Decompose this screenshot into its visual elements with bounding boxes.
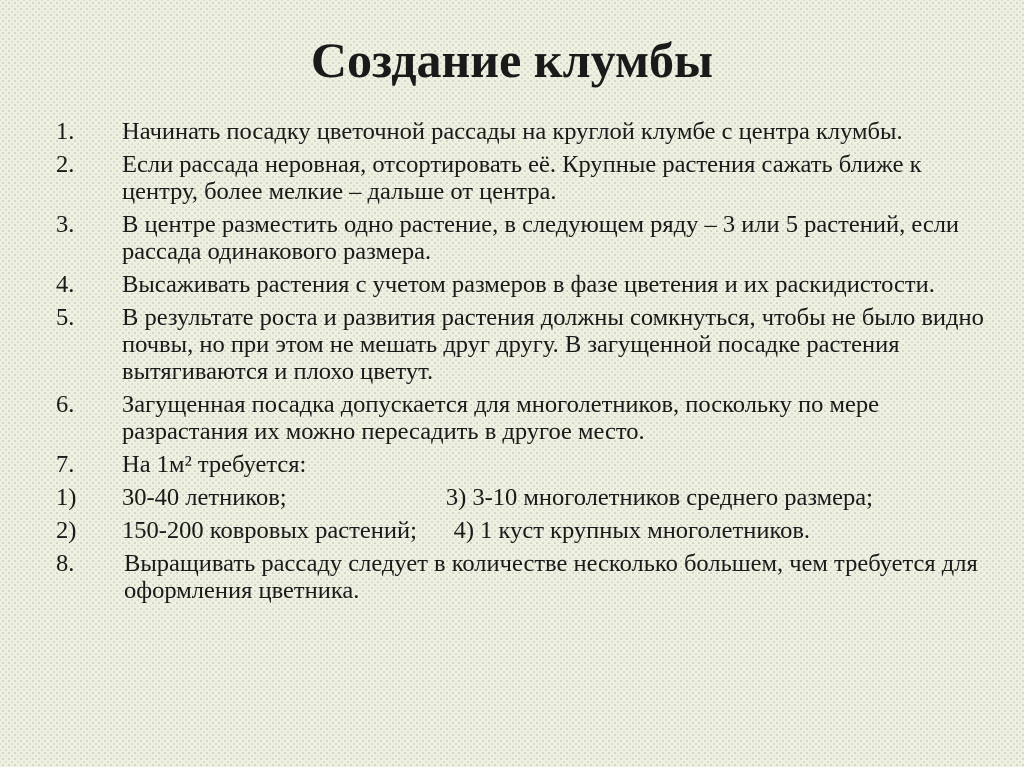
item-text: На 1м² требуется: — [122, 451, 307, 478]
item-number: 5. — [56, 304, 75, 331]
list-item — [0, 517, 1024, 544]
slide-title: Создание клумбы — [310, 32, 714, 88]
item-text: 30-40 летников; 3) 3-10 многолетников среднего размера; — [122, 484, 873, 511]
list-item — [0, 271, 1024, 298]
list-item — [0, 484, 1024, 511]
item-text: Выращивать рассаду следует в количестве несколько большем, чем требуется для оформления цветника. — [124, 550, 978, 604]
item-text: Начинать посадку цветочной рассады на круглой клумбе с центра клумбы. — [122, 118, 903, 145]
list-item — [0, 118, 1024, 145]
list-item — [0, 151, 1024, 205]
item-text: Если рассада неровная, отсортировать её. Крупные растения сажать ближе к центру, более мелкие – дальше от центра. — [122, 151, 922, 205]
list-item — [0, 304, 1024, 385]
item-text: 150-200 ковровых растений; 4) 1 куст крупных многолетников. — [122, 517, 811, 544]
list-item — [0, 451, 1024, 478]
item-number: 8. — [56, 550, 75, 577]
item-number: 1) — [56, 484, 77, 511]
item-number: 4. — [56, 271, 75, 298]
list-item — [0, 391, 1024, 445]
item-number: 2. — [56, 151, 75, 178]
item-text: Высаживать растения с учетом размеров в фазе цветения и их раскидистости. — [122, 271, 935, 298]
list-item — [0, 211, 1024, 265]
item-number: 1. — [56, 118, 75, 145]
item-text: В центре разместить одно растение, в следующем ряду – 3 или 5 растений, если рассада одинакового размера. — [122, 211, 960, 265]
item-text: Загущенная посадка допускается для многолетников, поскольку по мере разрастания их можно пересадить в другое место. — [122, 391, 880, 445]
instruction-list — [0, 118, 1024, 610]
item-text: В результате роста и развития растения должны сомкнуться, чтобы не было видно почвы, но при этом не мешать друг другу. В загущенной посадке растения вытягиваются и плохо цветут. — [122, 304, 984, 385]
item-number: 3. — [56, 211, 75, 238]
list-item — [0, 550, 1024, 604]
item-number: 7. — [56, 451, 75, 478]
item-number: 2) — [56, 517, 77, 544]
item-number: 6. — [56, 391, 75, 418]
